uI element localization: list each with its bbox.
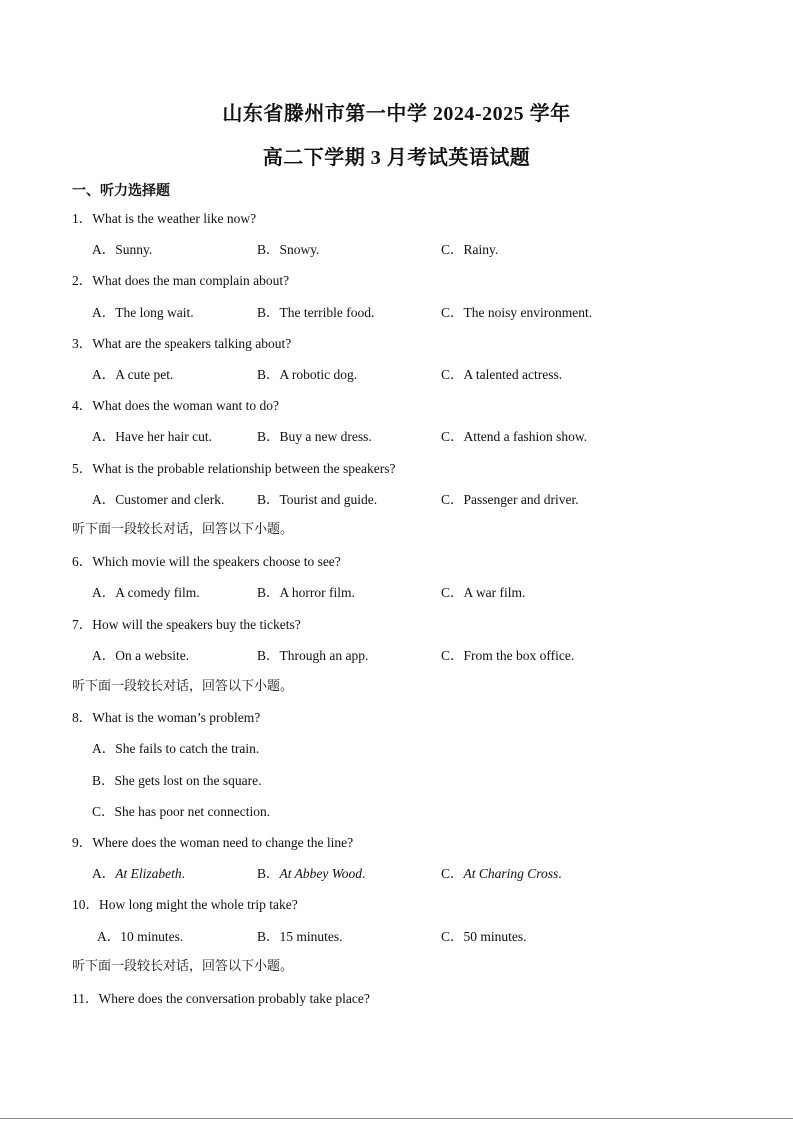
question-2: 2．What does the man complain about? bbox=[72, 273, 290, 288]
q1-option-a: A．Sunny. bbox=[92, 242, 153, 257]
q9-option-a-prefix: A． bbox=[92, 866, 116, 881]
q9-option-b-text: At Abbey Wood bbox=[279, 866, 363, 881]
page-title-line2: 高二下学期 3 月考试英语试题 bbox=[262, 147, 531, 169]
page-title-line1: 山东省滕州市第一中学 2024-2025 学年 bbox=[222, 103, 571, 125]
q2-option-a: A．The long wait. bbox=[92, 305, 194, 320]
q6-option-a: A．A comedy film. bbox=[92, 585, 200, 600]
q8-option-a: A．She fails to catch the train. bbox=[92, 741, 260, 756]
instruction-note-1: 听下面一段较长对话，回答以下小题。 bbox=[72, 522, 294, 537]
question-4: 4．What does the woman want to do? bbox=[72, 398, 279, 413]
q9-option-c-text: At Charing Cross bbox=[463, 866, 559, 881]
q4-option-b: B．Buy a new dress. bbox=[257, 429, 372, 444]
q9-option-a-suffix: . bbox=[181, 866, 185, 881]
question-8: 8．What is the woman’s problem? bbox=[72, 710, 261, 725]
question-5: 5．What is the probable relationship between the speakers? bbox=[72, 461, 396, 476]
q9-option-c-prefix: C． bbox=[441, 866, 464, 881]
q9-option-b-prefix: B． bbox=[257, 866, 280, 881]
q9-option-a bbox=[92, 862, 185, 882]
q5-option-c: C．Passenger and driver. bbox=[441, 492, 579, 507]
q8-option-b: B．She gets lost on the square. bbox=[92, 773, 262, 788]
q2-option-c: C．The noisy environment. bbox=[441, 305, 593, 320]
question-1: 1．What is the weather like now? bbox=[72, 211, 257, 226]
question-11: 11．Where does the conversation probably take place? bbox=[72, 991, 370, 1006]
q10-option-c: C．50 minutes. bbox=[441, 929, 527, 944]
q9-option-c-suffix: . bbox=[558, 866, 562, 881]
q6-option-b: B．A horror film. bbox=[257, 585, 355, 600]
q8-option-c: C．She has poor net connection. bbox=[92, 804, 271, 819]
section-heading-listening: 一、听力选择题 bbox=[72, 183, 170, 199]
q3-option-a: A．A cute pet. bbox=[92, 367, 174, 382]
q3-option-c: C．A talented actress. bbox=[441, 367, 563, 382]
question-6: 6．Which movie will the speakers choose to see? bbox=[72, 554, 341, 569]
q9-option-a-text: At Elizabeth bbox=[115, 866, 182, 881]
q1-option-b: B．Snowy. bbox=[257, 242, 320, 257]
q7-option-c: C．From the box office. bbox=[441, 648, 575, 663]
instruction-note-3: 听下面一段较长对话，回答以下小题。 bbox=[72, 959, 294, 974]
question-7: 7．How will the speakers buy the tickets? bbox=[72, 617, 301, 632]
q10-option-a: A．10 minutes. bbox=[97, 929, 184, 944]
q9-option-b-suffix: . bbox=[362, 866, 366, 881]
q1-option-c: C．Rainy. bbox=[441, 242, 499, 257]
instruction-note-2: 听下面一段较长对话，回答以下小题。 bbox=[72, 679, 294, 694]
q7-option-a: A．On a website. bbox=[92, 648, 190, 663]
page-bottom-rule bbox=[0, 1118, 793, 1119]
q4-option-a: A．Have her hair cut. bbox=[92, 429, 212, 444]
q4-option-c: C．Attend a fashion show. bbox=[441, 429, 588, 444]
q7-option-b: B．Through an app. bbox=[257, 648, 369, 663]
q5-option-a: A．Customer and clerk. bbox=[92, 492, 225, 507]
question-9: 9．Where does the woman need to change the line? bbox=[72, 835, 354, 850]
q9-option-b bbox=[257, 862, 365, 882]
q2-option-b: B．The terrible food. bbox=[257, 305, 375, 320]
q6-option-c: C．A war film. bbox=[441, 585, 526, 600]
question-3: 3．What are the speakers talking about? bbox=[72, 336, 292, 351]
question-10: 10．How long might the whole trip take? bbox=[72, 897, 298, 912]
q5-option-b: B．Tourist and guide. bbox=[257, 492, 378, 507]
q3-option-b: B．A robotic dog. bbox=[257, 367, 358, 382]
q10-option-b: B．15 minutes. bbox=[257, 929, 343, 944]
q9-option-c bbox=[441, 862, 562, 882]
